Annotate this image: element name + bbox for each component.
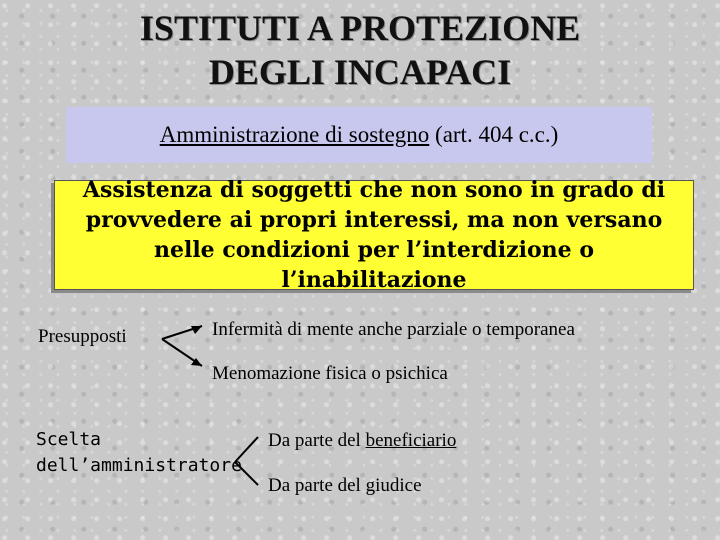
scelta-item-2 bbox=[268, 475, 422, 497]
scelta-label-line-2: dell’amministratore bbox=[36, 455, 242, 476]
title-line-2: DEGLI INCAPACI bbox=[208, 52, 512, 92]
definition-line-3: nelle condizioni per l’interdizione o l’inabilitazione bbox=[153, 237, 595, 293]
presupposti-item-1: Infermità di mente anche parziale o temporanea bbox=[212, 319, 575, 340]
scelta-label-line-1: Scelta bbox=[36, 429, 102, 450]
scelta-item-1-emphasis: beneficiario bbox=[365, 430, 457, 451]
subtitle-main: Amministrazione di sostegno bbox=[159, 122, 430, 147]
scelta-item-1-prefix: Da parte del bbox=[268, 430, 366, 451]
scelta-item-1 bbox=[268, 430, 456, 452]
presupposti-label: Presupposti bbox=[38, 326, 127, 347]
definition-line-2: provvedere ai propri interessi, ma non versano bbox=[85, 207, 663, 233]
definition-line-1: Assistenza di soggetti che non sono in grado di bbox=[82, 177, 666, 203]
title-line-1: ISTITUTI A PROTEZIONE bbox=[139, 8, 581, 48]
presupposti-item-2: Menomazione fisica o psichica bbox=[212, 363, 448, 384]
subtitle-ref: (art. 404 c.c.) bbox=[435, 122, 559, 147]
scelta-item-2-prefix: Da parte del giudice bbox=[268, 475, 422, 496]
scelta-label bbox=[36, 427, 242, 479]
